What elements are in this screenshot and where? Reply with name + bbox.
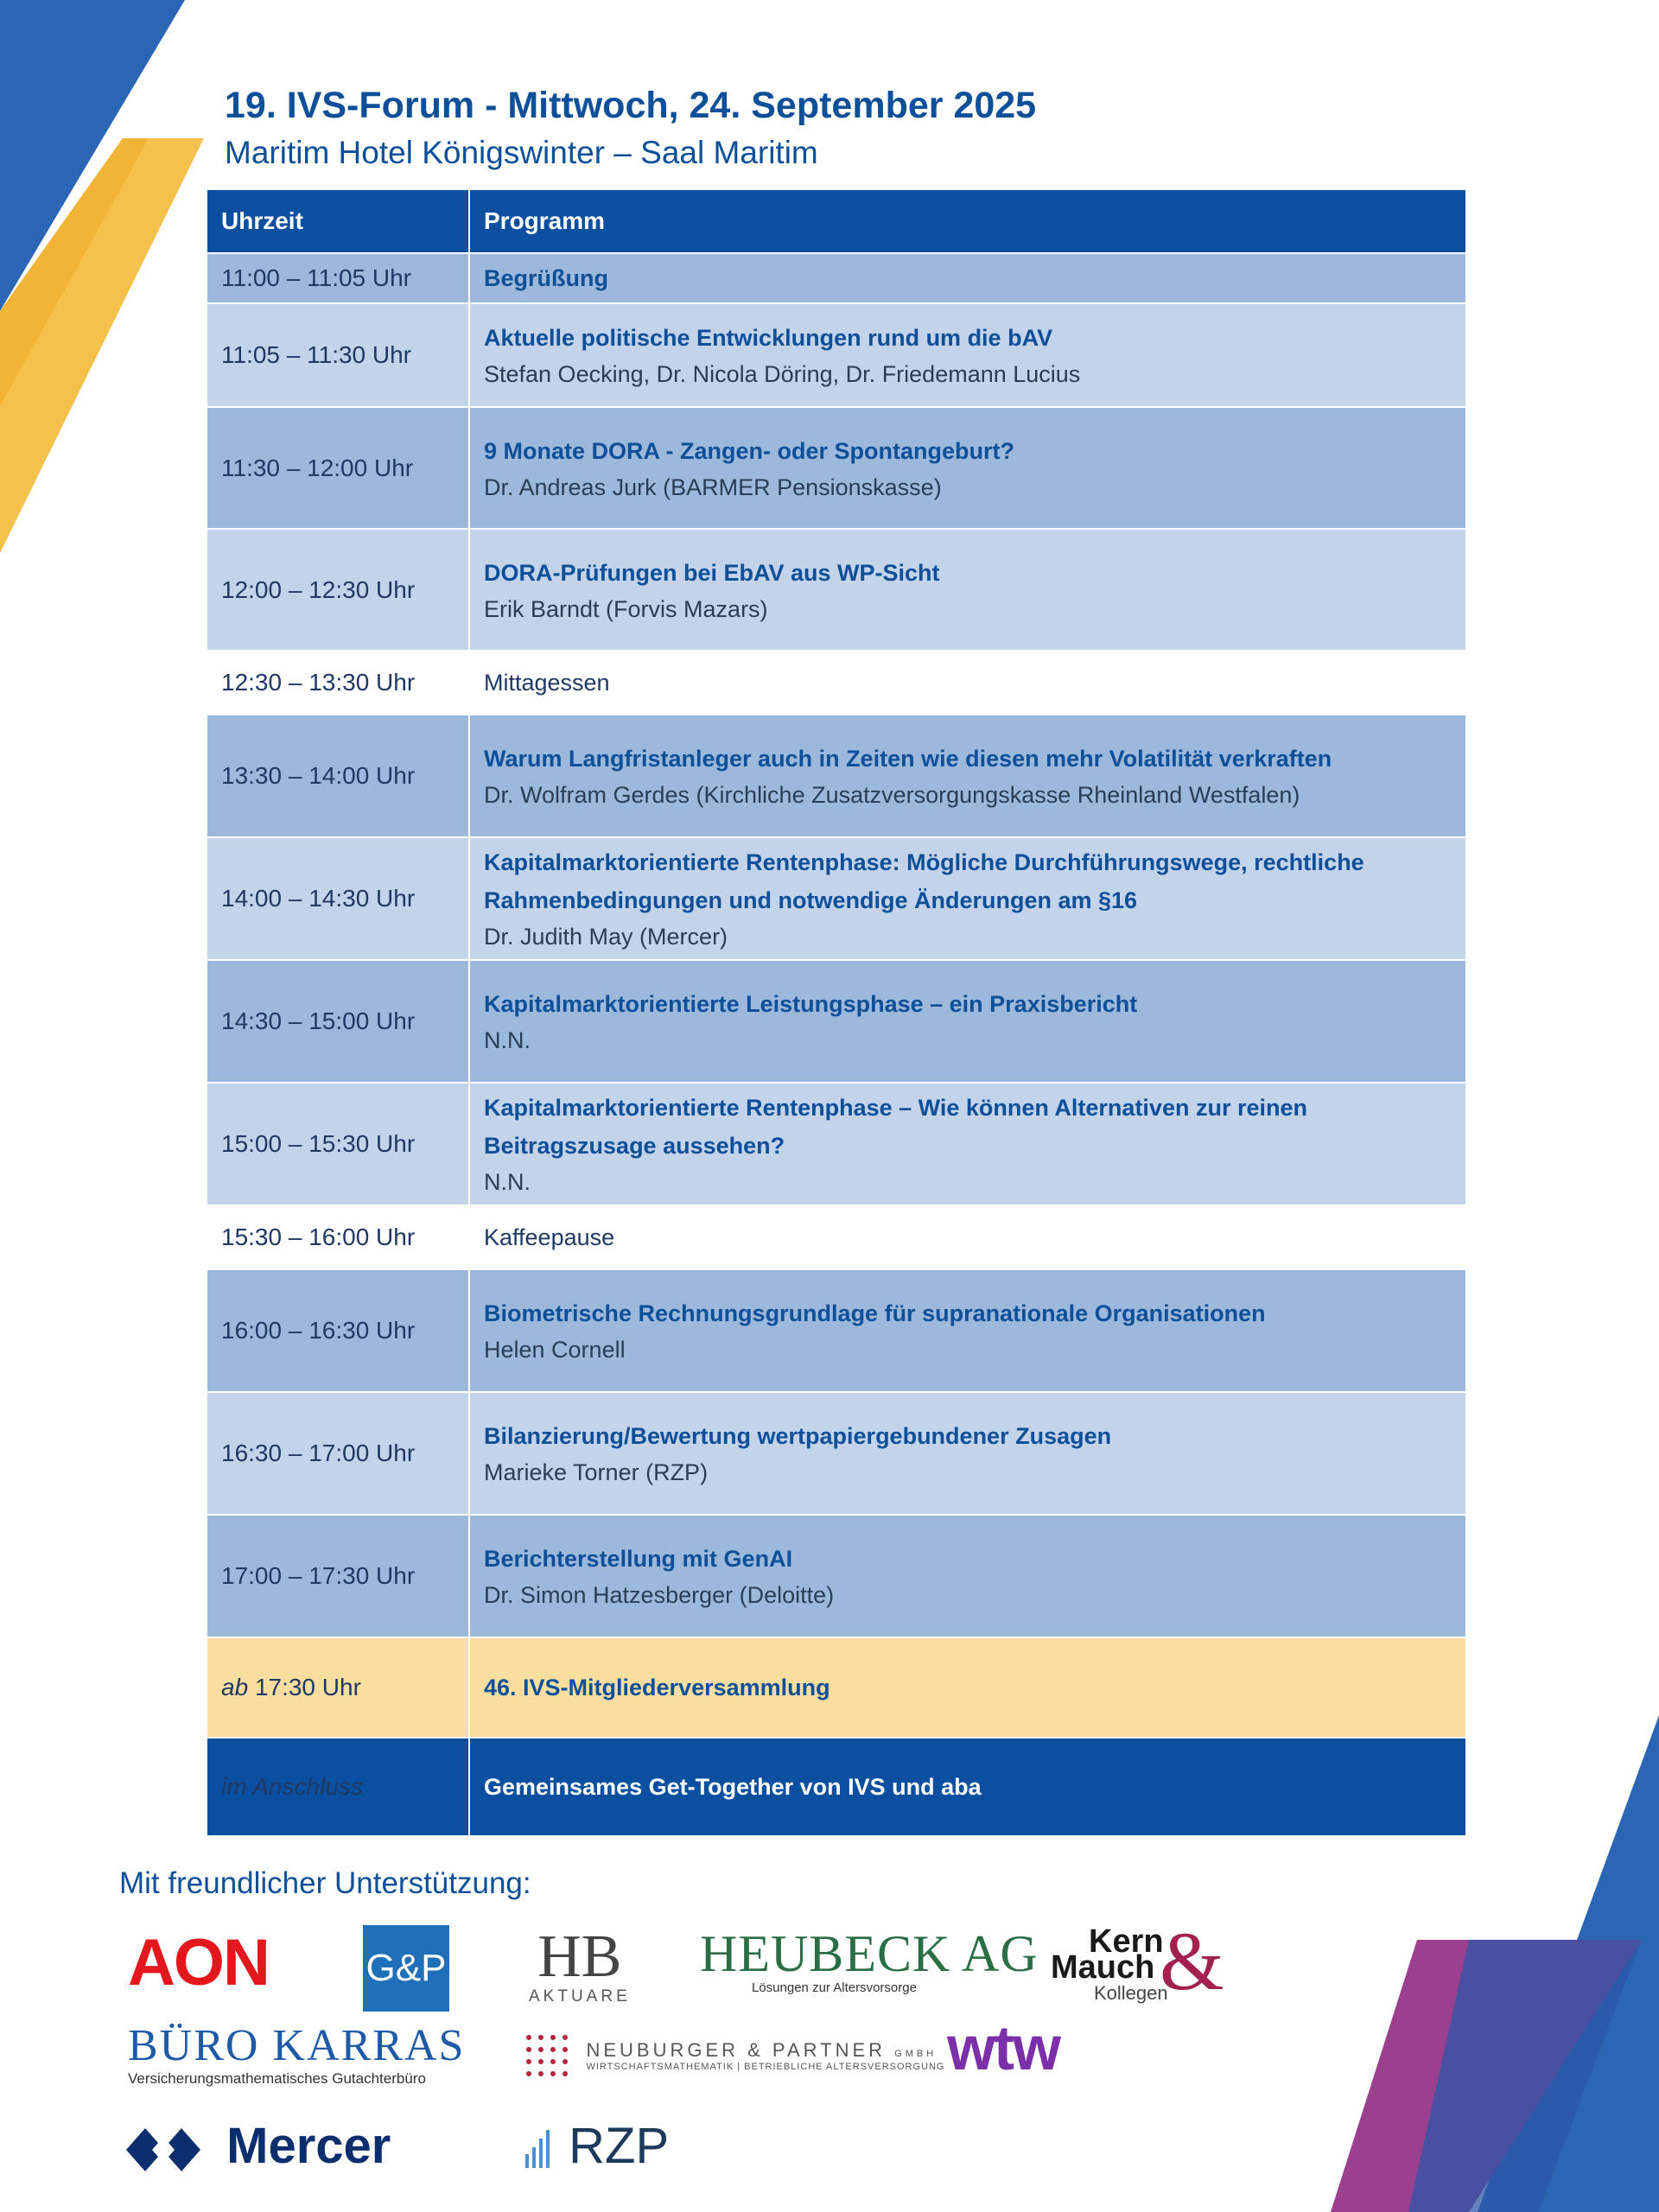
row-time: 16:00 – 16:30 Uhr [207, 1269, 469, 1392]
table-row [207, 253, 1465, 303]
break-label: Kaffeepause [484, 1224, 615, 1250]
session-title: Aktuelle politische Entwicklungen rund um die bAV [484, 325, 1053, 351]
time-value: 17:30 Uhr [254, 1674, 361, 1700]
gp-logo: G&P [363, 1925, 449, 2012]
table-header-row [207, 190, 1465, 253]
table-row [207, 1392, 1465, 1515]
bottom-right-blue-overlay [1408, 1940, 1642, 2212]
neuburger-logo-tagline: WIRTSCHAFTSMATHEMATIK | BETRIEBLICHE ALTERSVERSORGUNG [586, 2062, 945, 2072]
session-speaker: Marieke Torner (RZP) [484, 1459, 709, 1485]
table-row [207, 1637, 1465, 1738]
row-time [207, 1637, 469, 1738]
karras-logo-tagline: Versicherungsmathematisches Gutachterbüro [128, 2070, 426, 2087]
heubeck-logo-name: HEUBECK AG [700, 1925, 1039, 1982]
column-header-program: Programm [469, 190, 1465, 253]
table-row [207, 1738, 1465, 1836]
page-title: 19. IVS-Forum - Mittwoch, 24. September 2025 [225, 85, 1037, 126]
mercer-mark-icon [126, 2128, 200, 2171]
row-program [469, 303, 1465, 407]
mercer-logo [126, 2117, 391, 2175]
row-program [469, 1205, 1465, 1269]
time-prefix: ab [221, 1674, 249, 1700]
session-title: Bilanzierung/Bewertung wertpapiergebundener Zusagen [484, 1423, 1112, 1449]
row-program [469, 407, 1465, 529]
sponsor-label: Mit freundlicher Unterstützung: [119, 1866, 531, 1900]
top-left-blue-stripe [0, 0, 185, 311]
aon-logo: AON [128, 1926, 269, 1999]
row-program [469, 1392, 1465, 1515]
neuburger-logo-text [586, 2039, 944, 2072]
session-title: Gemeinsames Get-Together von IVS und aba [484, 1774, 982, 1800]
row-time: 12:30 – 13:30 Uhr [207, 651, 469, 715]
session-title: Warum Langfristanleger auch in Zeiten wie diesen mehr Volatilität verkraften [484, 746, 1332, 772]
session-title: Berichterstellung mit GenAI [484, 1546, 793, 1572]
row-time: 16:30 – 17:00 Uhr [207, 1392, 469, 1515]
row-time: 11:30 – 12:00 Uhr [207, 407, 469, 529]
session-speaker: Dr. Judith May (Mercer) [484, 924, 728, 950]
session-title: DORA-Prüfungen bei EbAV aus WP-Sicht [484, 559, 940, 586]
session-speaker: Dr. Andreas Jurk (BARMER Pensionskasse) [484, 474, 942, 500]
kern-mauch-logo [1051, 1915, 1241, 2012]
mercer-logo-name: Mercer [226, 2118, 391, 2174]
table-row [207, 960, 1465, 1083]
table-row [207, 1515, 1465, 1637]
row-time: 15:00 – 15:30 Uhr [207, 1083, 469, 1205]
neuburger-dots-icon [524, 2032, 570, 2079]
neuburger-suffix: GMBH [894, 2049, 938, 2059]
top-left-yellow-stripe-shade [0, 138, 149, 406]
table-row [207, 529, 1465, 651]
row-program [469, 651, 1465, 715]
hb-aktuare-logo [529, 1923, 631, 2006]
row-program [469, 1738, 1465, 1836]
session-title: Biometrische Rechnungsgrundlage für supranationale Organisationen [484, 1300, 1266, 1326]
hb-logo-mark: HB [537, 1923, 622, 1990]
kern-logo-line1: Kern [1089, 1923, 1164, 1960]
break-label: Mittagessen [484, 669, 610, 696]
row-time: 14:30 – 15:00 Uhr [207, 960, 469, 1083]
row-program [469, 1637, 1465, 1738]
session-title: Kapitalmarktorientierte Leistungsphase – ein Praxisbericht [484, 991, 1138, 1017]
row-program [469, 253, 1465, 303]
row-program [469, 529, 1465, 651]
kern-logo-line2: Mauch [1051, 1949, 1155, 1986]
row-time [207, 1738, 469, 1836]
wtw-logo: wtw [947, 2014, 1059, 2083]
neuburger-logo-name [586, 2039, 944, 2062]
rzp-logo-name: RZP [569, 2118, 670, 2174]
hb-logo-subtitle: AKTUARE [529, 1987, 631, 2005]
kern-logo-line3: Kollegen [1094, 1982, 1168, 2004]
neuburger-name-text: NEUBURGER & PARTNER [586, 2039, 887, 2061]
table-row [207, 407, 1465, 529]
row-program [469, 715, 1465, 837]
session-speaker: N.N. [484, 1169, 531, 1195]
heubeck-logo-tagline: Lösungen zur Altersvorsorge [752, 1980, 917, 1995]
row-time: 13:30 – 14:00 Uhr [207, 715, 469, 837]
table-row [207, 303, 1465, 407]
column-header-time: Uhrzeit [207, 190, 469, 253]
table-row [207, 651, 1465, 715]
neuburger-partner-logo [524, 2032, 945, 2079]
session-speaker: Dr. Simon Hatzesberger (Deloitte) [484, 1582, 835, 1608]
table-row [207, 1269, 1465, 1392]
row-time: 11:00 – 11:05 Uhr [207, 253, 469, 303]
row-program [469, 1083, 1465, 1205]
row-time: 14:00 – 14:30 Uhr [207, 837, 469, 960]
row-time: 12:00 – 12:30 Uhr [207, 529, 469, 651]
row-time: 17:00 – 17:30 Uhr [207, 1515, 469, 1637]
buero-karras-logo [128, 2022, 465, 2088]
session-speaker: Erik Barndt (Forvis Mazars) [484, 595, 768, 622]
karras-logo-name: BÜRO KARRAS [128, 2021, 466, 2070]
session-title: Begrüßung [484, 265, 608, 291]
session-title: Kapitalmarktorientierte Rentenphase: Mögliche Durchführungswege, rechtliche Rahmenbedingungen und notwendige Änderungen am §16 [484, 849, 1364, 913]
session-speaker: N.N. [484, 1027, 531, 1053]
program-table [207, 190, 1465, 1837]
heubeck-logo [700, 1927, 1039, 1995]
table-row [207, 837, 1465, 960]
row-program [469, 1515, 1465, 1637]
table-row [207, 715, 1465, 837]
bottom-right-blue-stripe [1478, 1715, 1659, 2212]
kern-logo-ampersand: & [1160, 1915, 1224, 2007]
session-title: 9 Monate DORA - Zangen- oder Spontangeburt? [484, 437, 1014, 464]
row-time: 11:05 – 11:30 Uhr [207, 303, 469, 407]
session-speaker: Dr. Wolfram Gerdes (Kirchliche Zusatzversorgungskasse Rheinland Westfalen) [484, 782, 1300, 808]
row-program [469, 960, 1465, 1083]
session-speaker: Helen Cornell [484, 1337, 626, 1363]
rzp-logo [525, 2117, 669, 2175]
session-title: 46. IVS-Mitgliederversammlung [484, 1675, 830, 1700]
page-subtitle: Maritim Hotel Königswinter – Saal Maritim [225, 135, 818, 170]
session-speaker: Stefan Oecking, Dr. Nicola Döring, Dr. Friedemann Lucius [484, 361, 1081, 387]
row-program [469, 1269, 1465, 1392]
top-left-yellow-stripe [0, 138, 204, 553]
row-program [469, 837, 1465, 960]
session-title: Kapitalmarktorientierte Rentenphase – Wie können Alternativen zur reinen Beitragszusage aussehen? [484, 1095, 1307, 1159]
table-row [207, 1083, 1465, 1205]
row-time: 15:30 – 16:00 Uhr [207, 1205, 469, 1269]
table-row [207, 1205, 1465, 1269]
bottom-right-magenta-stripe [1331, 1940, 1642, 2212]
time-prefix: im Anschluss [221, 1773, 363, 1800]
rzp-bars-icon [525, 2130, 551, 2168]
